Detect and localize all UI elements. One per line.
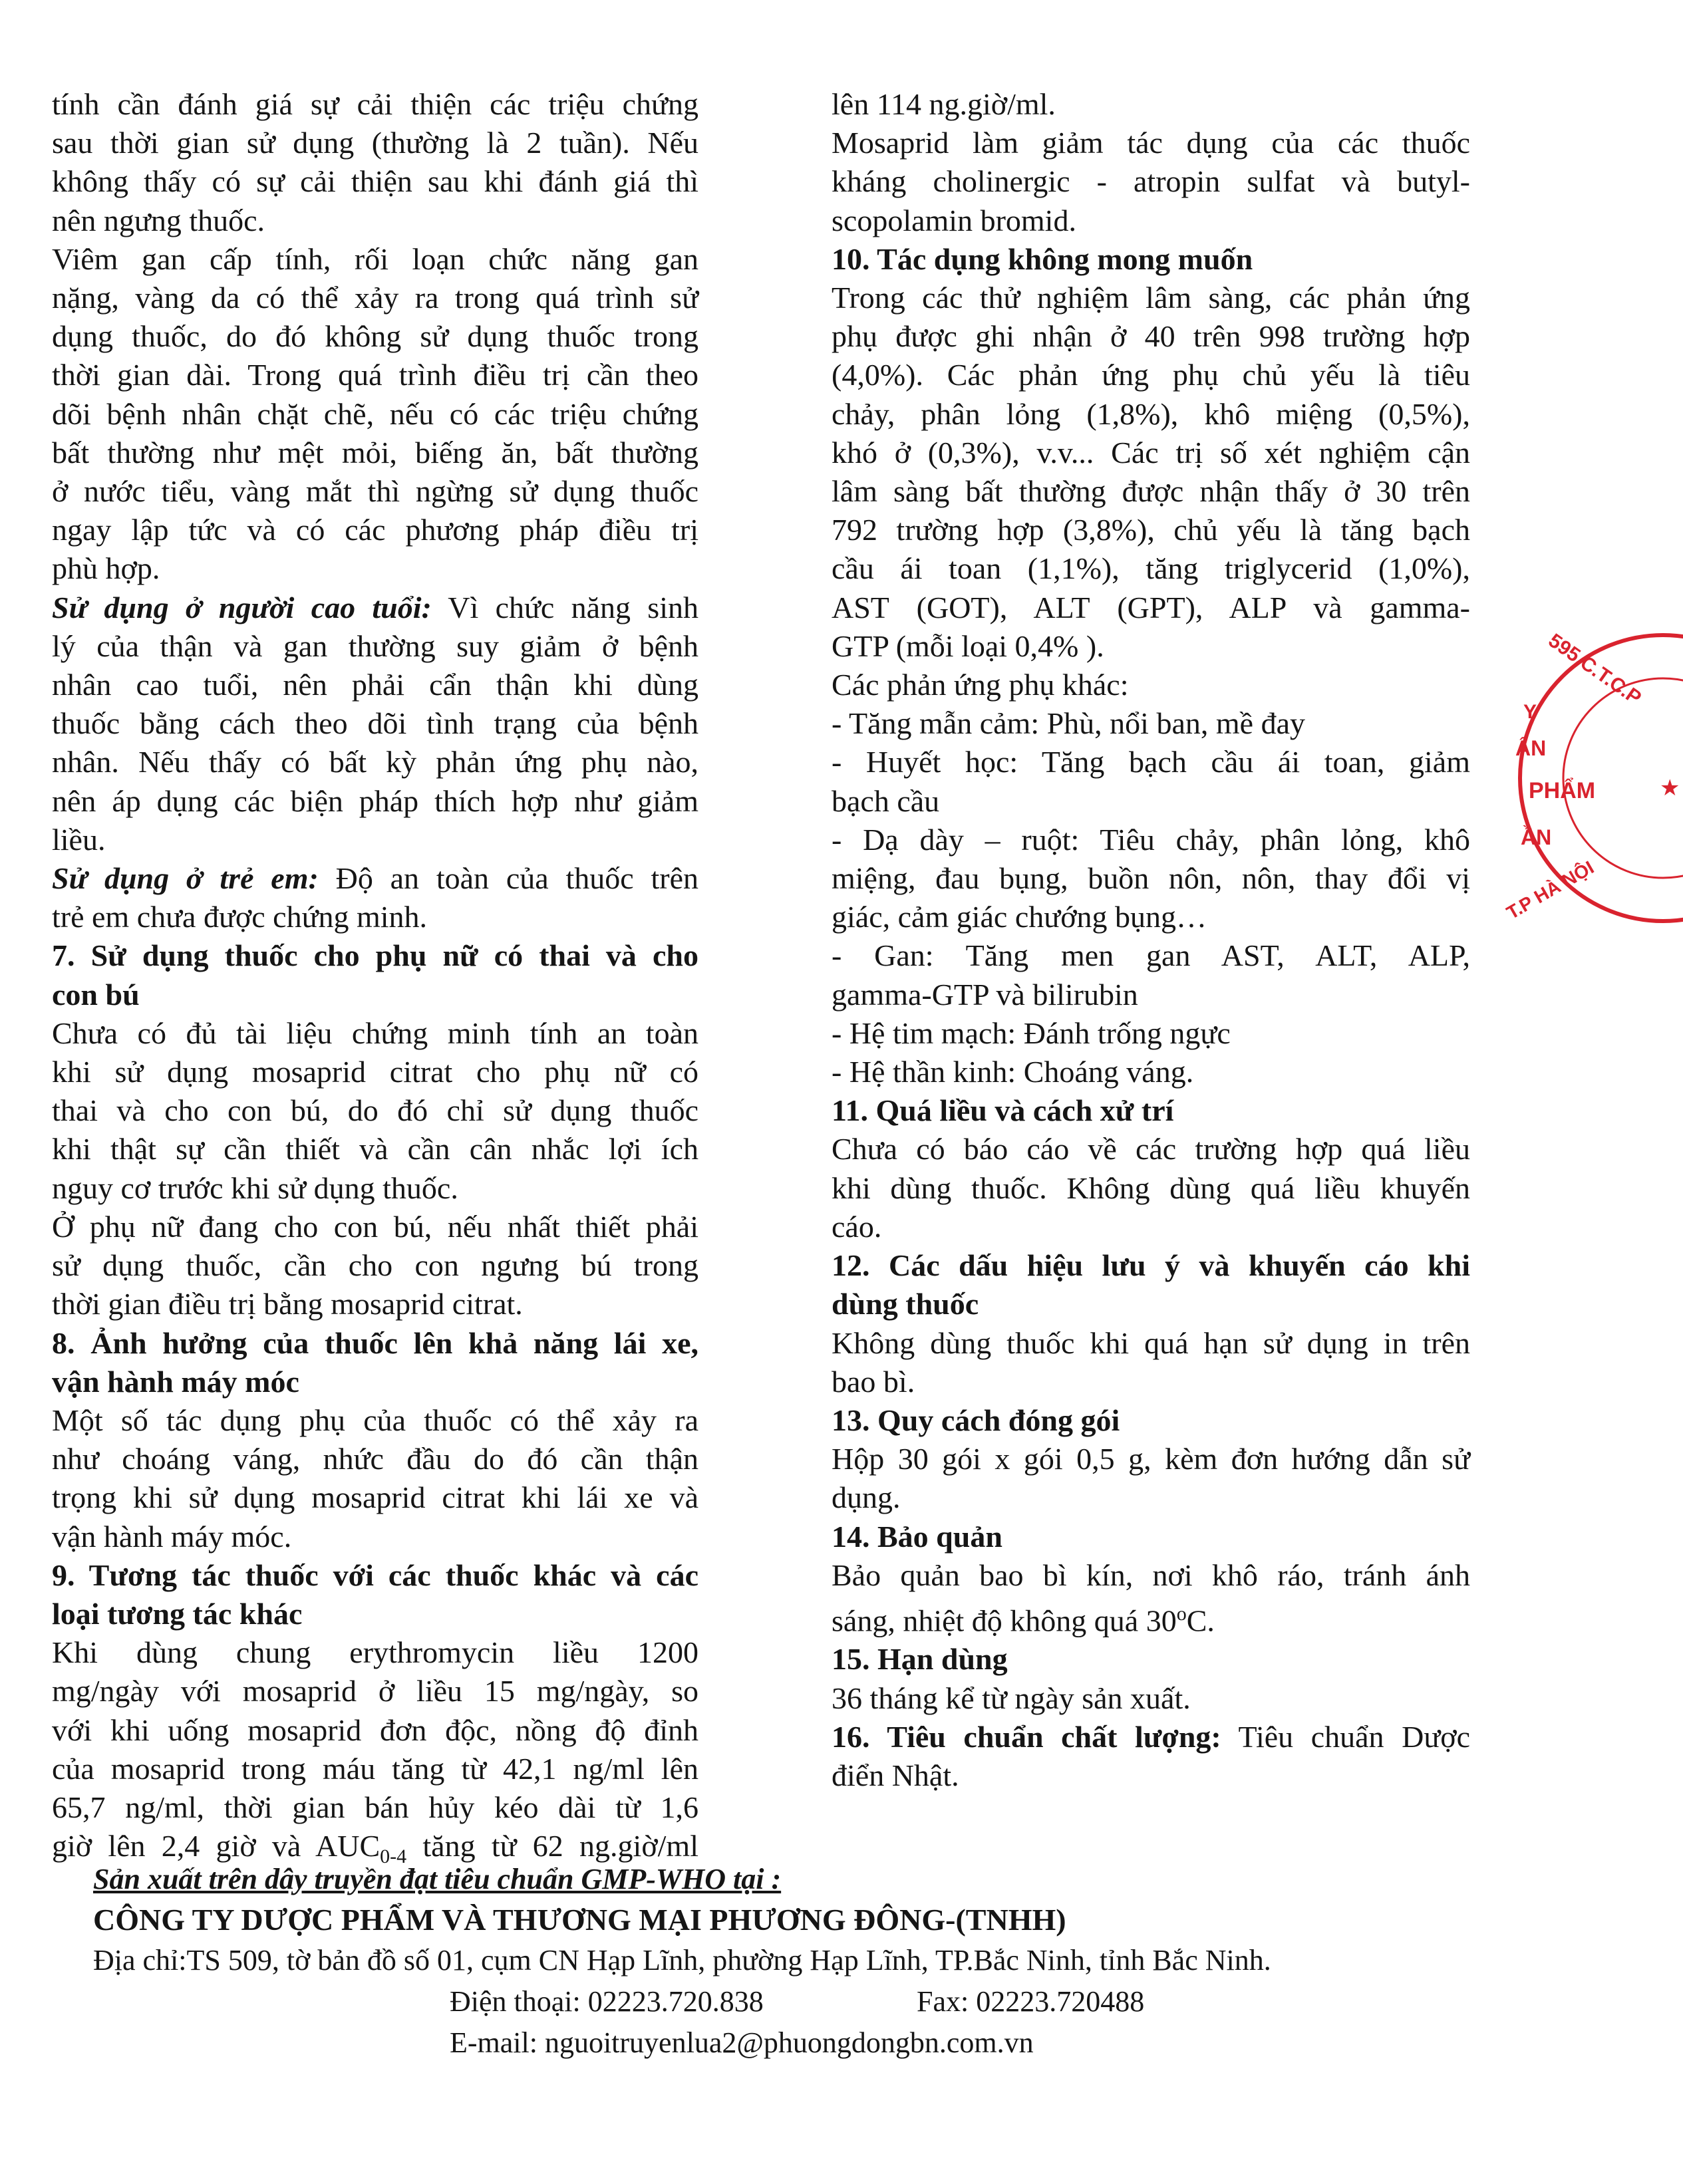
list-item: - Tăng mẫn cảm: Phù, nổi ban, mề đay: [832, 706, 1305, 741]
section-heading: 9. Tương tác thuốc với các thuốc khác và các: [52, 1558, 698, 1592]
text-line: khó ở (0,3%), v.v... Các trị số xét nghiệm cận: [832, 435, 1470, 470]
text-line: điển Nhật.: [832, 1758, 959, 1793]
text-line: phụ được ghi nhận ở 40 trên 998 trường hợp: [832, 319, 1470, 354]
text-line: giác, cảm giác chướng bụng…: [832, 900, 1207, 934]
list-item: - Dạ dày – ruột: Tiêu chảy, phân lỏng, khô: [832, 822, 1470, 857]
text-line: mg/ngày với mosaprid ở liều 15 mg/ngày, so: [52, 1674, 698, 1708]
text-line: nên áp dụng các biện pháp thích hợp như giảm: [52, 783, 698, 818]
section-heading: 7. Sử dụng thuốc cho phụ nữ có thai và cho: [52, 938, 698, 973]
text-line: miệng, đau bụng, buồn nôn, nôn, thay đổi vị: [832, 861, 1470, 896]
text-line: dụng thuốc, do đó không sử dụng thuốc trong: [52, 319, 698, 354]
text-line: ngay lập tức và có các phương pháp điều trị: [52, 513, 698, 547]
text-line: liều.: [52, 822, 106, 857]
text-line: Khi dùng chung erythromycin liều 1200: [52, 1635, 698, 1670]
list-item: - Gan: Tăng men gan AST, ALT, ALP,: [832, 938, 1470, 973]
text-line: nhân. Nếu thấy có bất kỳ phản ứng phụ nào,: [52, 745, 698, 779]
text-line: Hộp 30 gói x gói 0,5 g, kèm đơn hướng dẫn sử: [832, 1442, 1470, 1476]
text-line: Chưa có đủ tài liệu chứng minh tính an toàn: [52, 1016, 698, 1050]
text-line: 65,7 ng/ml, thời gian bán hủy kéo dài từ 1,6: [52, 1790, 698, 1824]
text-line: Ở phụ nữ đang cho con bú, nếu nhất thiết phải: [52, 1209, 698, 1244]
quality-standard-line: 16. Tiêu chuẩn chất lượng: Tiêu chuẩn Dược: [832, 1719, 1471, 1754]
text-line: AST (GOT), ALT (GPT), ALP và gamma-: [832, 590, 1470, 624]
list-item: - Hệ tim mạch: Đánh trống ngực: [832, 1016, 1231, 1050]
section-heading: 15. Hạn dùng: [832, 1642, 1008, 1677]
text-line: lý của thận và gan thường suy giảm ở bệnh: [52, 628, 698, 663]
text-line: sử dụng thuốc, cần cho con ngưng bú trong: [52, 1248, 698, 1283]
text-line: Viêm gan cấp tính, rối loạn chức năng gan: [52, 241, 698, 276]
section-heading: 11. Quá liều và cách xử trí: [832, 1093, 1174, 1128]
text-line: bất thường như mệt mỏi, biếng ăn, bất thường: [52, 435, 698, 470]
text-line: thời gian dài. Trong quá trình điều trị cần theo: [52, 358, 698, 392]
text-line: không thấy có sự cải thiện sau khi đánh giá thì: [52, 164, 698, 199]
text-line: GTP (mỗi loại 0,4% ).: [832, 628, 1104, 663]
text-line: như choáng váng, nhức đầu do đó cần thận: [52, 1442, 698, 1476]
text-line: Chưa có báo cáo về các trường hợp quá liều: [832, 1132, 1470, 1166]
text-line: bạch cầu: [832, 783, 940, 818]
text-line: thai và cho con bú, do đó chỉ sử dụng thuốc: [52, 1093, 698, 1128]
text-line: khi thật sự cần thiết và cần cân nhắc lợi ích: [52, 1132, 698, 1166]
children-label: Sử dụng ở trẻ em:: [52, 861, 319, 896]
section-heading: 14. Bảo quản: [832, 1519, 1002, 1554]
elderly-first-line: Sử dụng ở người cao tuổi: Vì chức năng sinh: [52, 590, 698, 624]
text-line: với khi uống mosaprid đơn độc, nồng độ đỉnh: [52, 1712, 698, 1747]
gmp-statement: Sản xuất trên dây truyền đạt tiêu chuẩn GMP-WHO tại :: [93, 1863, 782, 1895]
text-line: (4,0%). Các phản ứng phụ chủ yếu là tiêu: [832, 358, 1470, 392]
section-heading: 12. Các dấu hiệu lưu ý và khuyến cáo khi: [832, 1248, 1470, 1283]
text-line: ở nước tiểu, vàng mắt thì ngừng sử dụng thuốc: [52, 474, 698, 509]
text-line: dõi bệnh nhân chặt chẽ, nếu có các triệu chứng: [52, 396, 698, 431]
text-line: phù hợp.: [52, 551, 160, 586]
list-item: - Hệ thần kinh: Choáng váng.: [832, 1055, 1194, 1089]
company-phone: Điện thoại: 02223.720.838: [450, 1985, 764, 2018]
text-line: thời gian điều trị bằng mosaprid citrat.: [52, 1287, 523, 1321]
text-line: kháng cholinergic - atropin sulfat và butyl-: [832, 164, 1470, 199]
text-line: nên ngưng thuốc.: [52, 203, 265, 237]
text-line: Không dùng thuốc khi quá hạn sử dụng in trên: [832, 1325, 1470, 1360]
section-heading: 13. Quy cách đóng gói: [832, 1403, 1120, 1437]
text-line: Các phản ứng phụ khác:: [832, 668, 1129, 702]
text-line: chảy, phân lỏng (1,8%), khô miệng (0,5%),: [832, 396, 1470, 431]
text-line: trẻ em chưa được chứng minh.: [52, 900, 428, 934]
section-heading: 8. Ảnh hưởng của thuốc lên khả năng lái xe,: [52, 1325, 698, 1360]
section-heading: con bú: [52, 977, 140, 1012]
text-line: nặng, vàng da có thể xảy ra trong quá trình sử: [52, 281, 698, 315]
company-name: CÔNG TY DƯỢC PHẨM VÀ THƯƠNG MẠI PHƯƠNG ĐÔNG-(TNHH): [93, 1903, 1066, 1937]
text-line: nguy cơ trước khi sử dụng thuốc.: [52, 1170, 458, 1205]
right-column: [832, 85, 1470, 1795]
text-line: 36 tháng kể từ ngày sản xuất.: [832, 1681, 1191, 1715]
text-line: Mosaprid làm giảm tác dụng của các thuốc: [832, 126, 1470, 160]
section-heading: vận hành máy móc: [52, 1364, 299, 1399]
text-line: dụng.: [832, 1480, 901, 1515]
left-column: [52, 85, 698, 1877]
section-heading: 10. Tác dụng không mong muốn: [832, 241, 1253, 276]
text-line: cầu ái toan (1,1%), tăng triglycerid (1,0%),: [832, 551, 1470, 586]
auc-line: giờ lên 2,4 giờ và $AUC_{0-4}$ tăng từ 62 ng.giờ/ml: [52, 1829, 698, 1868]
text-line: sau thời gian sử dụng (thường là 2 tuần). Nếu: [52, 126, 698, 160]
text-line: 792 trường hợp (3,8%), chủ yếu là tăng bạch: [832, 513, 1470, 547]
children-first-line: Sử dụng ở trẻ em: Độ an toàn của thuốc trên: [52, 861, 698, 896]
text-line: Trong các thử nghiệm lâm sàng, các phản ứng: [832, 281, 1470, 315]
section-heading: loại tương tác khác: [52, 1596, 303, 1631]
elderly-label: Sử dụng ở người cao tuổi:: [52, 590, 432, 624]
stamp-text: PHẨM: [1529, 778, 1596, 803]
text-line: khi dùng thuốc. Không dùng quá liều khuyến: [832, 1170, 1470, 1205]
stamp-text: Y: [1523, 701, 1537, 723]
text-line: vận hành máy móc.: [52, 1519, 292, 1554]
text-line: khi sử dụng mosaprid citrat cho phụ nữ có: [52, 1055, 698, 1089]
stamp-text: ẨN: [1515, 736, 1547, 760]
text-line: thuốc bằng cách theo dõi tình trạng của bệnh: [52, 706, 698, 741]
star-icon: ★: [1660, 775, 1680, 801]
text-line: Bảo quản bao bì kín, nơi khô ráo, tránh ánh: [832, 1558, 1470, 1592]
text-line: bao bì.: [832, 1364, 915, 1399]
text-line: cáo.: [832, 1209, 882, 1244]
company-fax: Fax: 02223.720488: [917, 1985, 1145, 2018]
stamp-text: ẦN: [1521, 825, 1552, 849]
temperature-line: sáng, nhiệt độ không quá 30$^o$C.: [832, 1602, 1215, 1638]
text-line: của mosaprid trong máu tăng từ 42,1 ng/ml lên: [52, 1751, 698, 1786]
section-heading: dùng thuốc: [832, 1287, 979, 1321]
list-item: - Huyết học: Tăng bạch cầu ái toan, giảm: [832, 745, 1470, 779]
company-email: E-mail: nguoitruyenlua2@phuongdongbn.com.vn: [450, 2026, 1034, 2059]
text-line: scopolamin bromid.: [832, 203, 1076, 237]
text-line: gamma-GTP và bilirubin: [832, 977, 1138, 1012]
text-line: lên 114 ng.giờ/ml.: [832, 87, 1056, 121]
text-line: nhân cao tuổi, nên phải cẩn thận khi dùng: [52, 668, 698, 702]
section-heading: 16. Tiêu chuẩn chất lượng:: [832, 1719, 1221, 1754]
stamp-text: 595.C.T.C.P: [1544, 629, 1645, 710]
text-line: trọng khi sử dụng mosaprid citrat khi lái xe và: [52, 1480, 698, 1515]
text-line: Một số tác dụng phụ của thuốc có thể xảy ra: [52, 1403, 698, 1437]
text-line: tính cần đánh giá sự cải thiện các triệu chứng: [52, 87, 698, 121]
text-line: lâm sàng bất thường được nhận thấy ở 30 trên: [832, 474, 1470, 509]
company-address: Địa chỉ:TS 509, tờ bản đồ số 01, cụm CN Hạp Lĩnh, phường Hạp Lĩnh, TP.Bắc Ninh, tỉnh Bắc Ninh.: [93, 1944, 1271, 1977]
company-stamp: [1463, 625, 1683, 924]
stamp-text: T.P HÀ NỘI: [1503, 857, 1598, 924]
